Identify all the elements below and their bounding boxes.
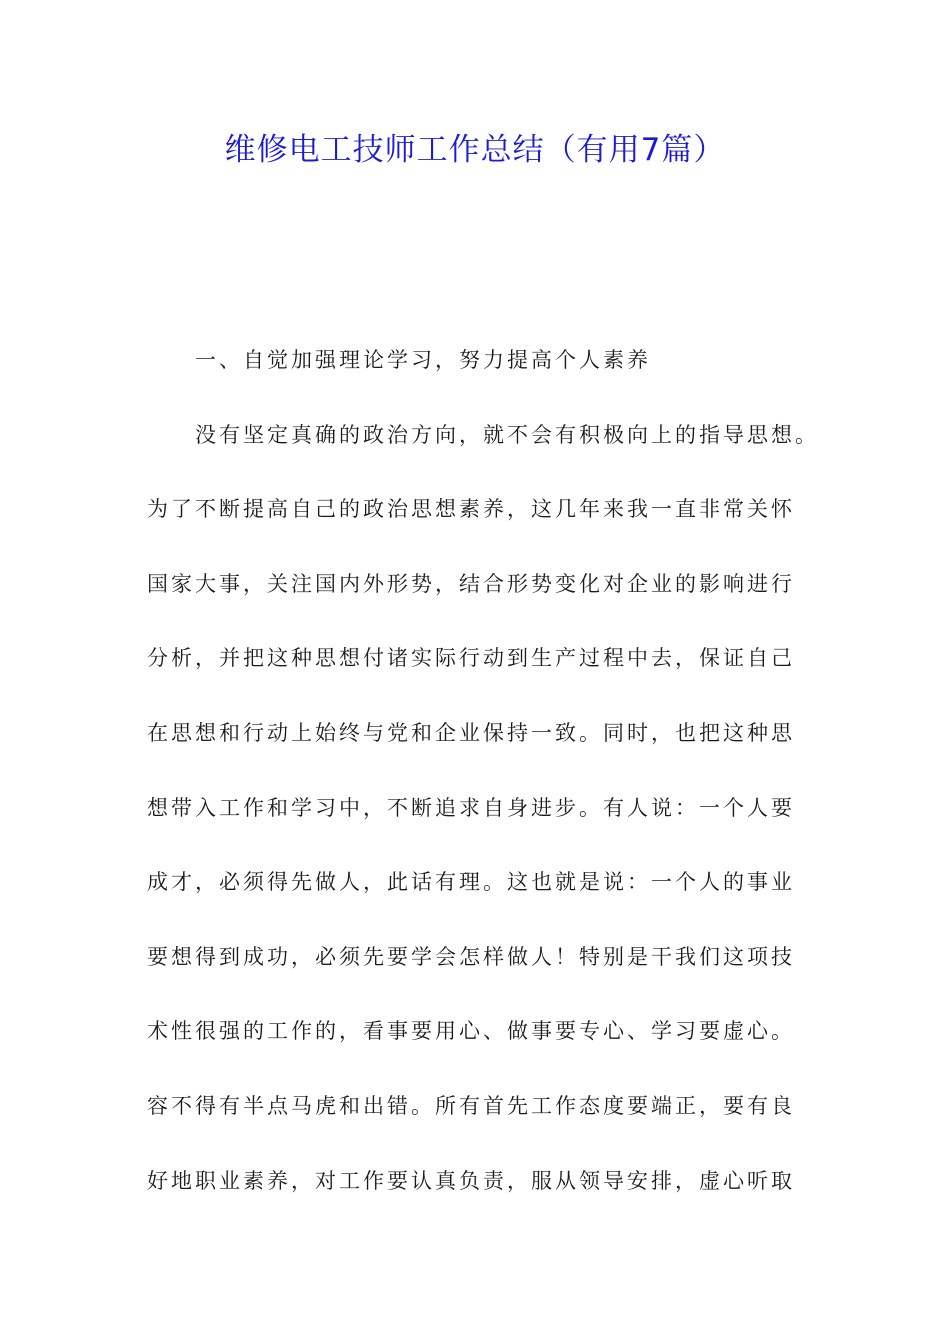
- paragraph-line: 容不得有半点马虎和出错。所有首先工作态度要端正，要有良: [147, 1093, 795, 1118]
- paragraph-line: 没有坚定真确的政治方向，就不会有积极向上的指导思想。: [195, 422, 819, 447]
- paragraph-line: 好地职业素养，对工作要认真负责，服从领导安排，虚心听取: [147, 1168, 795, 1193]
- paragraph-line: 成才，必须得先做人，此话有理。这也就是说：一个人的事业: [147, 870, 795, 895]
- section-heading: 一、自觉加强理论学习，努力提高个人素养: [195, 348, 651, 372]
- document-body: [147, 340, 817, 1235]
- document-title: 维修电工技师工作总结（有用7篇）: [224, 132, 726, 168]
- paragraph-line: 要想得到成功，必须先要学会怎样做人！特别是干我们这项技: [147, 944, 795, 969]
- paragraph-line: 术性很强的工作的，看事要用心、做事要专心、学习要虚心。: [147, 1019, 795, 1044]
- paragraph-line: 分析，并把这种思想付诸实际行动到生产过程中去，保证自己: [147, 646, 795, 671]
- paragraph-line: 在思想和行动上始终与党和企业保持一致。同时，也把这种思: [147, 720, 795, 745]
- paragraph-line: 为了不断提高自己的政治思想素养，这几年来我一直非常关怀: [147, 497, 795, 522]
- paragraph-line: 国家大事，关注国内外形势，结合形势变化对企业的影响进行: [147, 571, 795, 596]
- paragraph-line: 想带入工作和学习中，不断追求自身进步。有人说：一个人要: [147, 795, 795, 820]
